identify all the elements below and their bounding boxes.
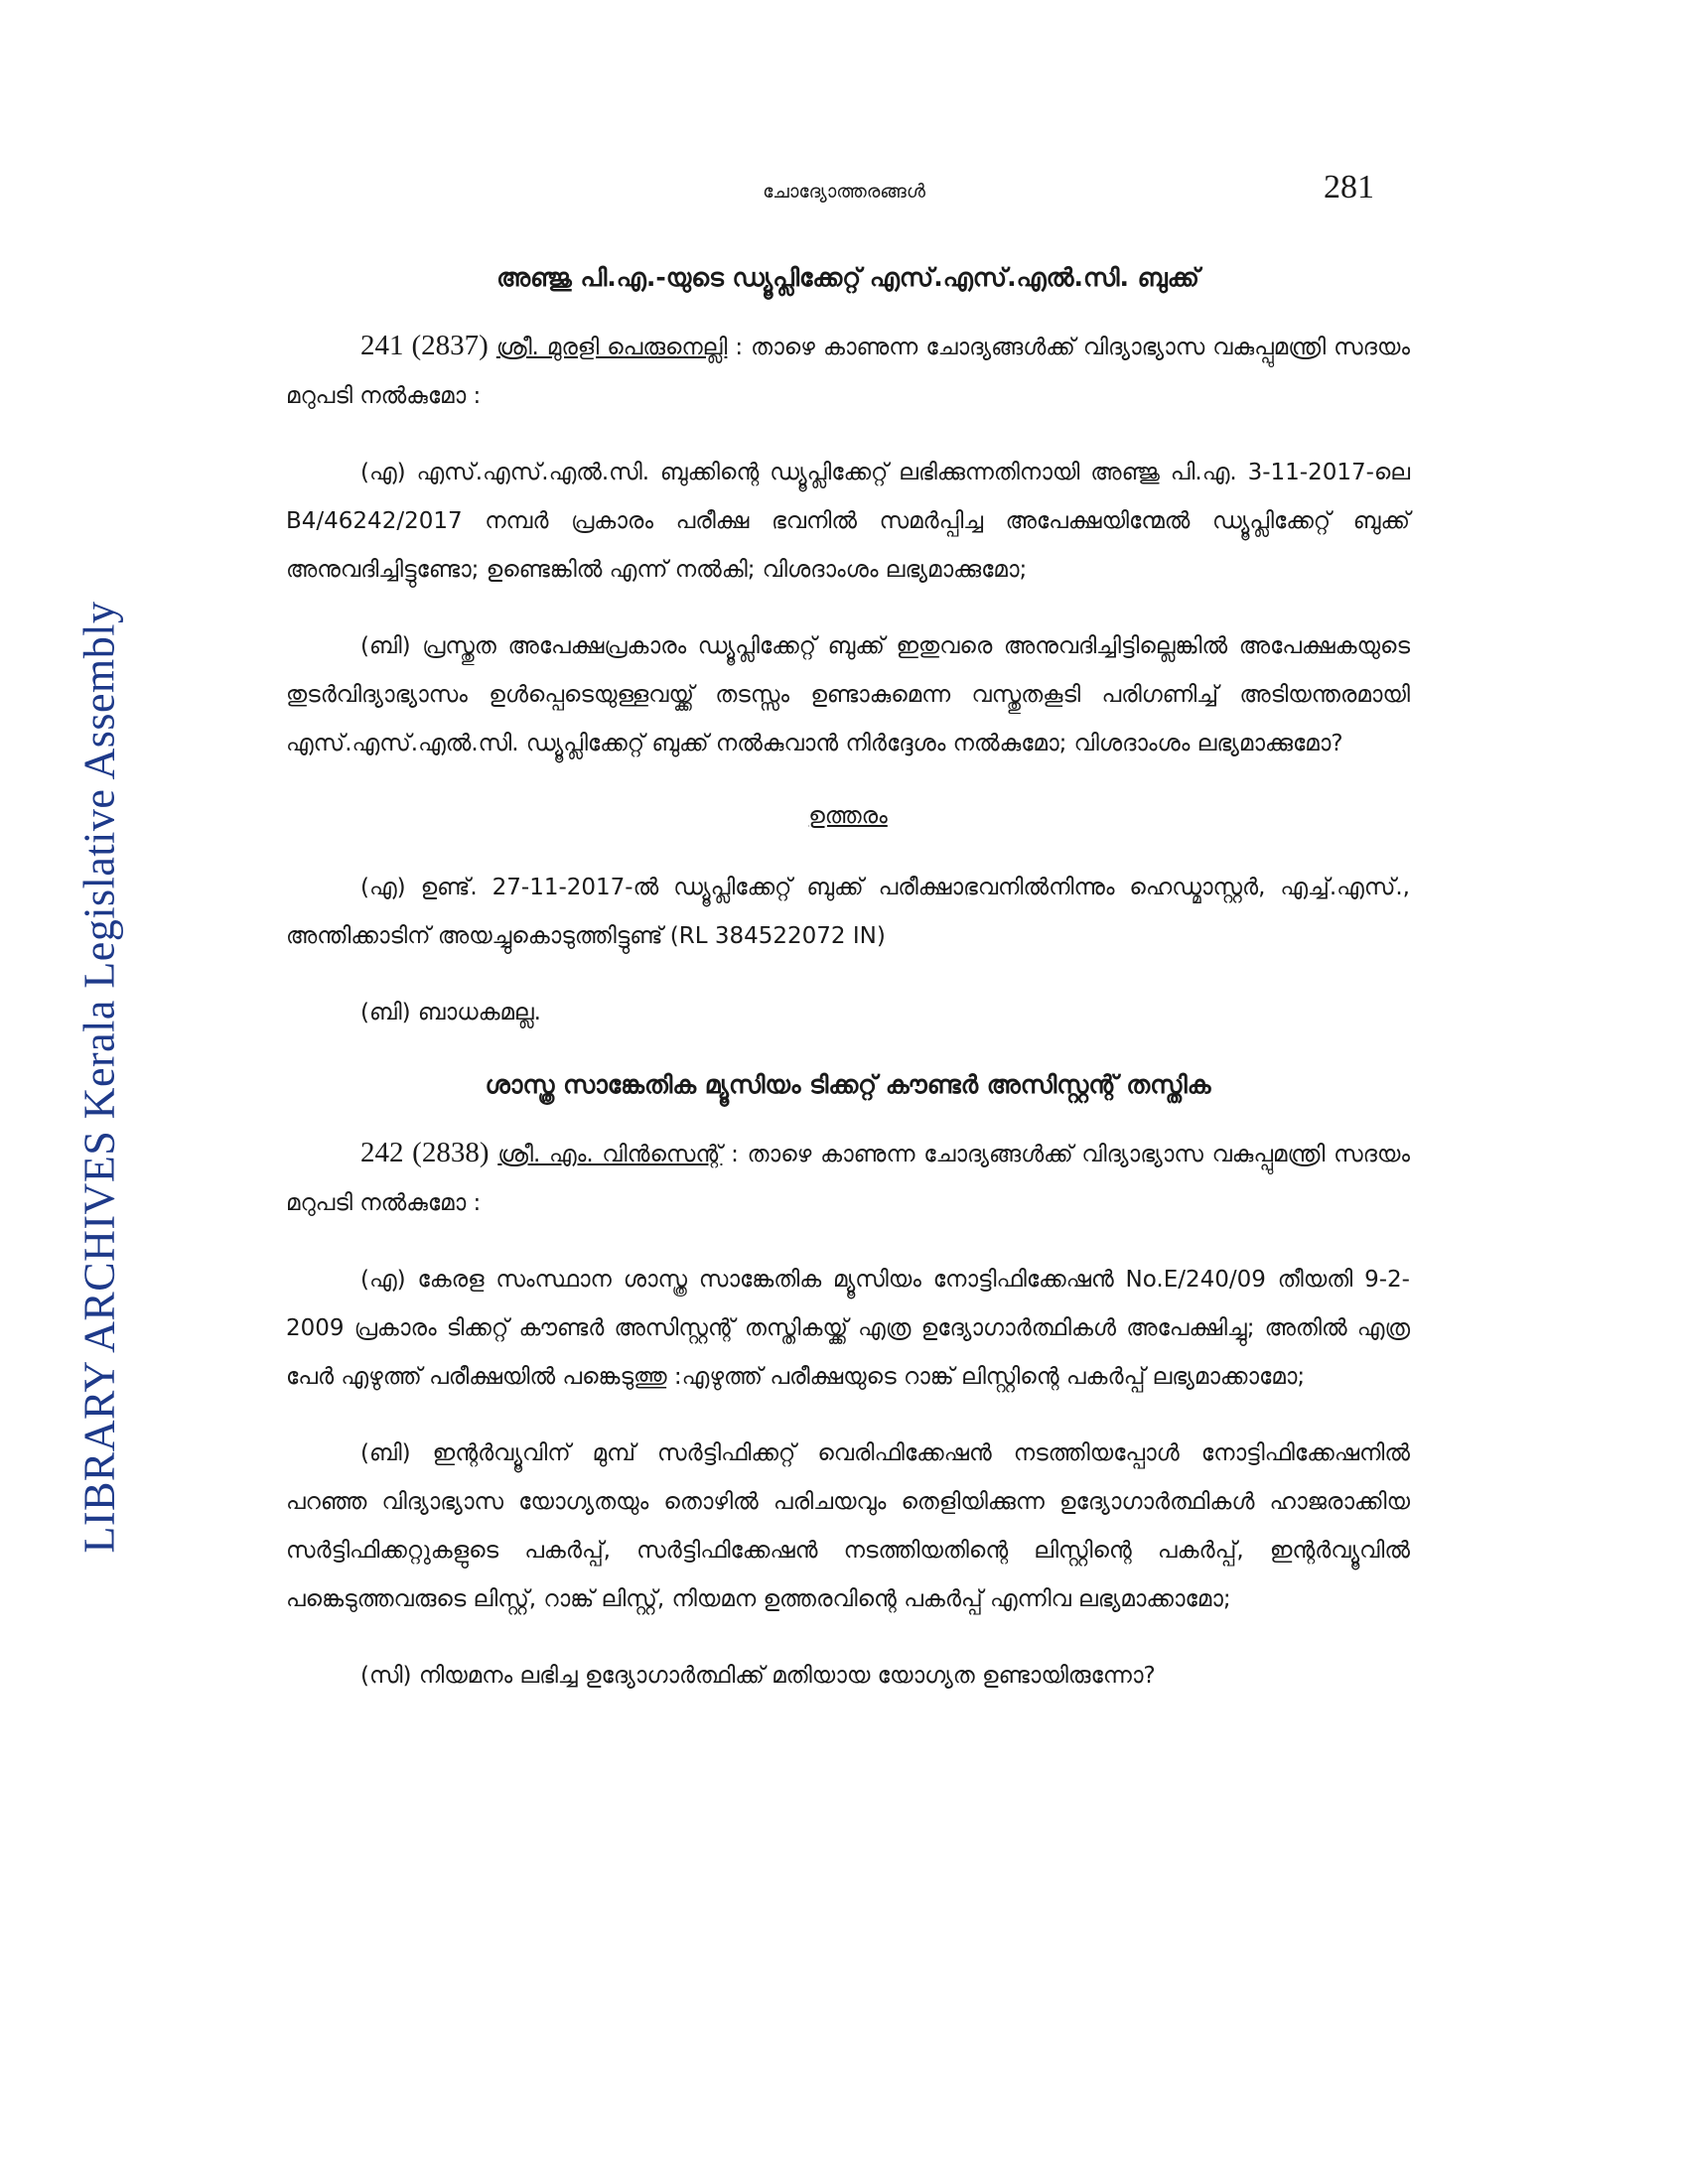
question-241-part-b: (ബി) പ്രസ്തുത അപേക്ഷപ്രകാരം ഡ്യൂപ്ലിക്കേറ്റ് ബുക്ക് ഇതുവരെ അനുവദിച്ചിട്ടില്ലെങ്കിൽ അപേക്ഷകയുടെ തുടർവിദ്യാഭ്യാസം ഉൾപ്പെടെയുള്ളവയ്ക്ക് തടസ്സം ഉണ്ടാകുമെന്ന വസ്തുതകൂടി പരിഗണിച്ച് അടിയന്തരമായി എസ്.എസ്.എൽ.സി. ഡ്യൂപ്ലിക്കേറ്റ് ബുക്ക് നൽകുവാൻ നിർദ്ദേശം നൽകുമോ; വിശദാംശം ലഭ്യമാക്കുമോ? [286, 633, 1410, 756]
running-head: ചോദ്യോത്തരങ്ങൾ [763, 181, 925, 203]
question-242-intro-text: : താഴെ കാണുന്ന ചോദ്യങ്ങൾക്ക് വിദ്യാഭ്യാസ വകുപ്പുമന്ത്രി സദയം മറുപടി നൽകുമോ : [286, 1142, 1410, 1216]
answer-title: ഉത്തരം [808, 803, 888, 829]
question-242-part-b: (ബി) ഇന്റർവ്യൂവിന് മുമ്പ് സർട്ടിഫിക്കറ്റ് വെരിഫിക്കേഷൻ നടത്തിയപ്പോൾ നോട്ടിഫിക്കേഷനിൽ പറഞ്ഞ വിദ്യാഭ്യാസ യോഗ്യതയും തൊഴിൽ പരിചയവും തെളിയിക്കുന്ന ഉദ്യോഗാർത്ഥികൾ ഹാജരാക്കിയ സർട്ടിഫിക്കറ്റുകളുടെ പകർപ്പ്, സർട്ടിഫിക്കേഷൻ നടത്തിയതിന്റെ ലിസ്റ്റിന്റെ പകർപ്പ്, ഇന്റർവ്യൂവിൽ പങ്കെടുത്തവരുടെ ലിസ്റ്റ്, റാങ്ക് ലിസ്റ്റ്, നിയമന ഉത്തരവിന്റെ പകർപ്പ് എന്നിവ ലഭ്യമാക്കാമോ; [286, 1440, 1410, 1612]
question-242-part-a: (എ) കേരള സംസ്ഥാന ശാസ്ത്ര സാങ്കേതിക മ്യൂസിയം നോട്ടിഫിക്കേഷൻ No.E/240/09 തീയതി 9-2-2009 പ്രകാരം ടിക്കറ്റ് കൗണ്ടർ അസിസ്റ്റന്റ് തസ്തികയ്ക്ക് എത്ര ഉദ്യോഗാർത്ഥികൾ അപേക്ഷിച്ചു; അതിൽ എത്ര പേർ എഴുത്ത് പരീക്ഷയിൽ പങ്കെടുത്തു :എഴുത്ത് പരീക്ഷയുടെ റാങ്ക് ലിസ്റ്റിന്റെ പകർപ്പ് ലഭ്യമാക്കാമോ; [286, 1267, 1410, 1390]
answer-241-part-b: (ബി) ബാധകമല്ല. [360, 1000, 541, 1025]
question-241-heading: അഞ്ജു പി.എ.-യുടെ ഡ്യൂപ്ലിക്കേറ്റ് എസ്.എസ്.എൽ.സി. ബുക്ക് [496, 263, 1199, 292]
document-body [286, 258, 1410, 1728]
question-242-part-c: (സി) നിയമനം ലഭിച്ച ഉദ്യോഗാർത്ഥിക്ക് മതിയായ യോഗ്യത ഉണ്ടായിരുന്നോ? [360, 1663, 1156, 1689]
question-242-number: 242 (2838) [360, 1137, 490, 1168]
question-241-member: ശ്രീ. മുരളി പെരുനെല്ലി [495, 335, 728, 360]
question-241-intro-text: : താഴെ കാണുന്ന ചോദ്യങ്ങൾക്ക് വിദ്യാഭ്യാസ വകുപ്പുമന്ത്രി സദയം മറുപടി നൽകുമോ : [286, 335, 1410, 409]
question-242-member: ശ്രീ. എം. വിൻസെന്റ് [497, 1142, 723, 1167]
question-241-intro [286, 322, 1410, 421]
answer-241-part-a: (എ) ഉണ്ട്. 27-11-2017-ൽ ഡ്യൂപ്ലിക്കേറ്റ് ബുക്ക് പരീക്ഷാഭവനിൽനിന്നും ഹെഡ്മാസ്റ്റർ, എച്ച്.എസ്., അന്തിക്കാടിന് അയച്ചുകൊടുത്തിട്ടുണ്ട് (RL 384522072 IN) [286, 875, 1410, 949]
question-242-intro [286, 1129, 1410, 1228]
question-241-number: 241 (2837) [360, 330, 489, 361]
question-241-part-a: (എ) എസ്.എസ്.എൽ.സി. ബുക്കിന്റെ ഡ്യൂപ്ലിക്കേറ്റ് ലഭിക്കുന്നതിനായി അഞ്ജു പി.എ. 3-11-2017-ലെ B4/46242/2017 നമ്പർ പ്രകാരം പരീക്ഷ ഭവനിൽ സമർപ്പിച്ച അപേക്ഷയിന്മേൽ ഡ്യൂപ്ലിക്കേറ്റ് ബുക്ക് അനുവദിച്ചിട്ടുണ്ടോ; ഉണ്ടെങ്കിൽ എന്ന് നൽകി; വിശദാംശം ലഭ്യമാക്കുമോ; [286, 460, 1410, 583]
question-242-heading: ശാസ്ത്ര സാങ്കേതിക മ്യൂസിയം ടിക്കറ്റ് കൗണ്ടർ അസിസ്റ്റന്റ് തസ്തിക [485, 1070, 1211, 1099]
watermark: LIBRARY ARCHIVES Kerala Legislative Assembly [74, 601, 124, 1554]
page-number: 281 [1324, 169, 1374, 205]
